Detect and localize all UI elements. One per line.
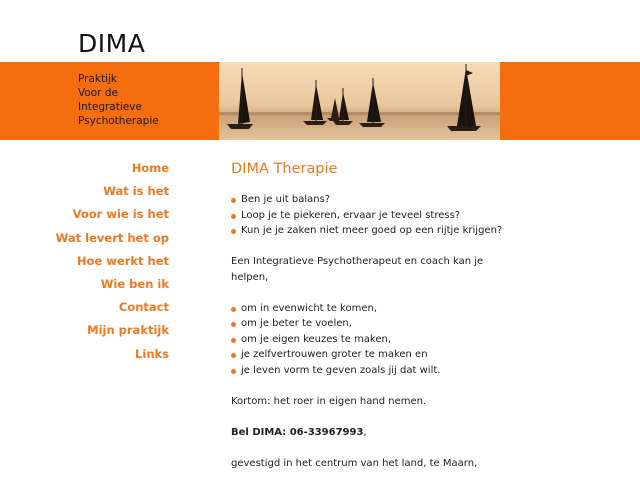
- nav-contact[interactable]: Contact: [118, 300, 169, 315]
- summary-text: Kortom: het roer in eigen hand nemen.: [231, 395, 427, 407]
- benefit-list: [231, 301, 631, 379]
- location-text: gevestigd in het centrum van het land, te Maarn,: [231, 457, 478, 469]
- tagline-line: Psychotherapie: [78, 115, 159, 127]
- list-item: [231, 223, 631, 239]
- site-logo[interactable]: DIMA: [78, 29, 146, 58]
- bullet-icon: [231, 322, 236, 327]
- list-item: [231, 332, 631, 348]
- list-item: [231, 301, 631, 317]
- bullet-icon: [231, 307, 236, 312]
- bullet-icon: [231, 198, 236, 203]
- list-item: [231, 192, 631, 208]
- nav-hoe-werkt-het[interactable]: Hoe werkt het: [76, 253, 169, 268]
- header-banner: [0, 62, 640, 140]
- bullet-icon: [231, 353, 236, 358]
- intro-line: helpen,: [231, 271, 269, 283]
- list-item-text: Ben je uit balans?: [241, 194, 331, 205]
- nav-voor-wie-is-het[interactable]: Voor wie is het: [72, 207, 169, 222]
- intro-text: [231, 254, 631, 285]
- bullet-icon: [231, 229, 236, 234]
- tagline-line: Integratieve: [78, 101, 142, 113]
- nav-home[interactable]: Home: [131, 161, 169, 175]
- list-item: [231, 363, 631, 379]
- sailboats-photo: [219, 62, 500, 140]
- list-item: [231, 208, 631, 224]
- list-item: [231, 347, 631, 363]
- intro-line: Een Integratieve Psychotherapeut en coach kan je: [231, 256, 484, 267]
- main-content: [231, 160, 631, 471]
- nav-wat-levert-het-op[interactable]: Wat levert het op: [55, 230, 169, 245]
- list-item: [231, 316, 631, 332]
- call-line: [231, 425, 631, 441]
- bullet-icon: [231, 338, 236, 343]
- bullet-icon: [231, 214, 236, 219]
- site-tagline: [78, 72, 159, 128]
- call-suffix: ,: [363, 426, 367, 438]
- bullet-icon: [231, 369, 236, 374]
- phone-number: Bel DIMA: 06-33967993: [231, 426, 364, 438]
- nav-links[interactable]: Links: [135, 346, 169, 361]
- list-item-text: om in evenwicht te komen,: [241, 302, 378, 314]
- list-item-text: Kun je je zaken niet meer goed op een rijtje krijgen?: [241, 225, 503, 236]
- nav-wat-is-het[interactable]: Wat is het: [103, 184, 169, 199]
- main-nav: [56, 160, 169, 369]
- list-item-text: je leven vorm te geven zoals jij dat wilt.: [241, 364, 441, 376]
- tagline-line: Praktijk: [78, 73, 118, 85]
- list-item-text: Loop je te piekeren, ervaar je teveel stress?: [241, 209, 461, 221]
- nav-wie-ben-ik[interactable]: Wie ben ik: [100, 276, 169, 291]
- list-item-text: je zelfvertrouwen groter te maken en: [241, 349, 428, 360]
- page-title: DIMA Therapie: [231, 161, 338, 177]
- nav-mijn-praktijk[interactable]: Mijn praktijk: [87, 323, 169, 338]
- tagline-line: Voor de: [78, 87, 118, 99]
- question-list: [231, 192, 631, 239]
- list-item-text: om je beter te voelen,: [241, 318, 352, 329]
- list-item-text: om je eigen keuzes te maken,: [241, 333, 392, 345]
